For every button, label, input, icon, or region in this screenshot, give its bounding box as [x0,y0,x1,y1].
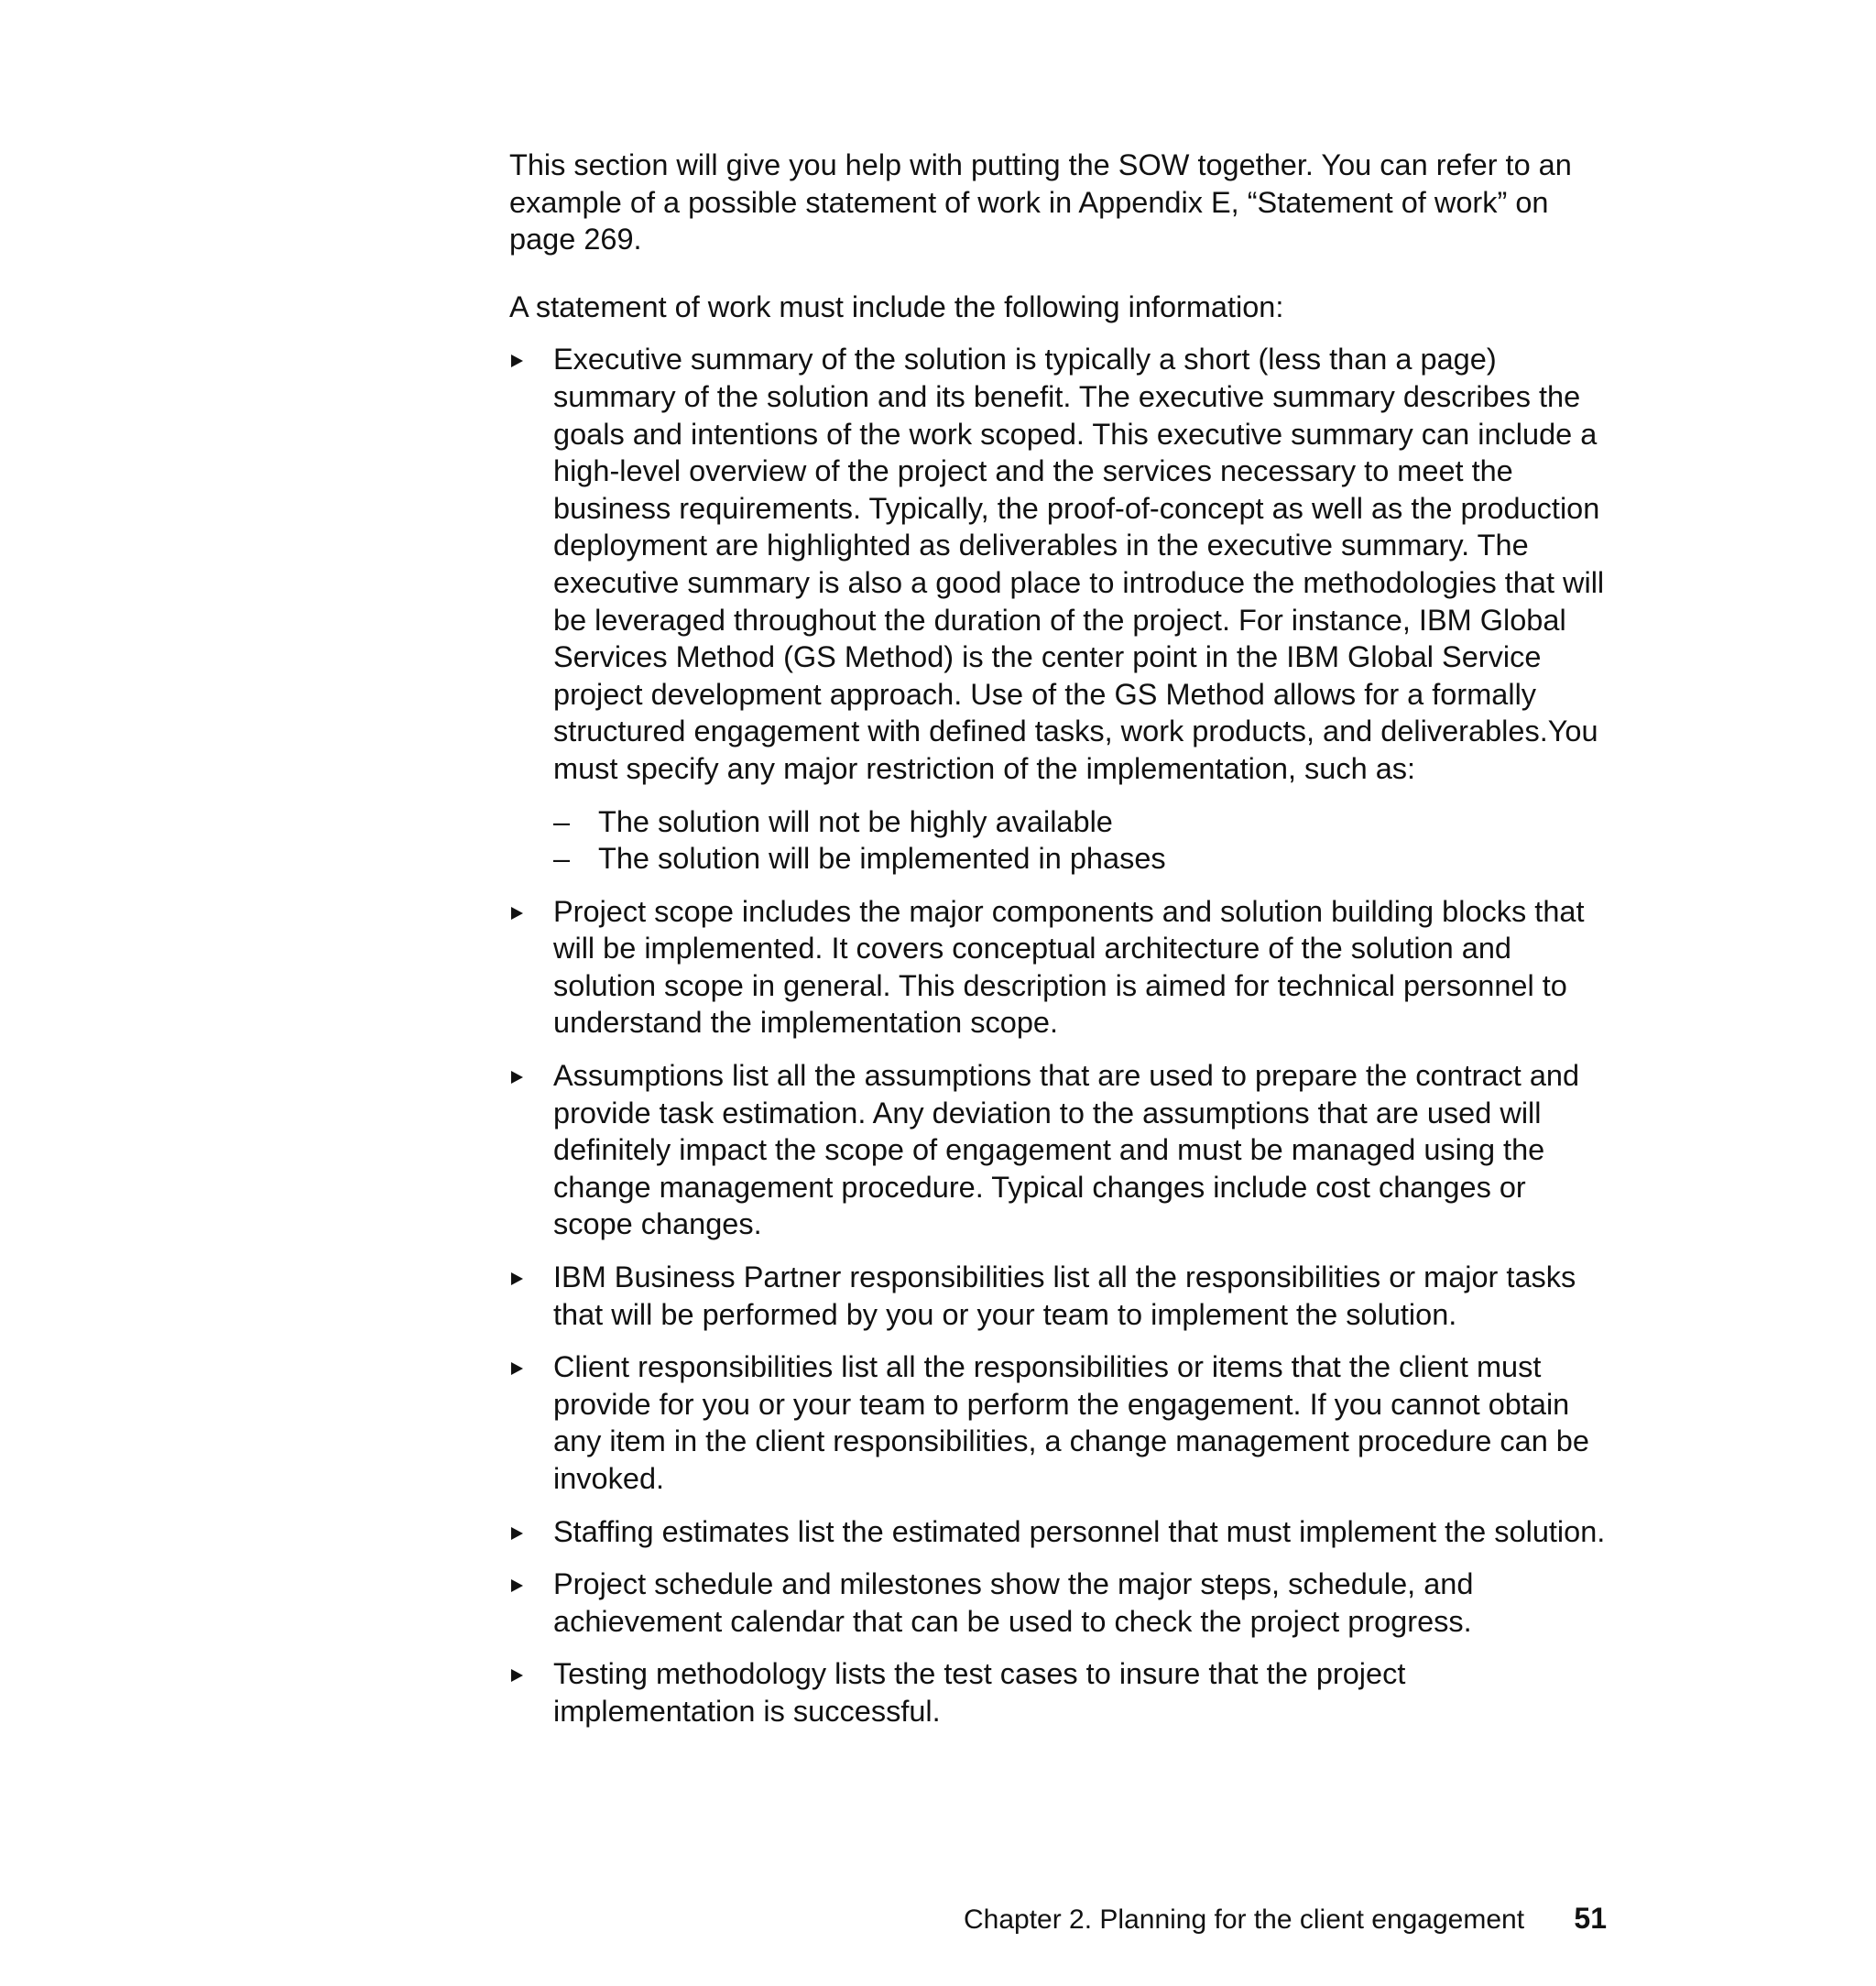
list-item-text: Project schedule and milestones show the major steps, schedule, and achievement calendar that can be used to check the project progress. [553,1567,1474,1638]
list-item-text: IBM Business Partner responsibilities list all the responsibilities or major tasks that will be performed by you or your team to implement the solution. [553,1260,1576,1331]
page-body [509,147,1609,1746]
list-item-assumptions [509,1057,1609,1243]
triangle-bullet-icon [511,1362,523,1375]
list-item-text: Testing methodology lists the test cases to insure that the project implementation is successful. [553,1657,1406,1728]
triangle-bullet-icon [511,907,523,920]
list-item-text: Staffing estimates list the estimated personnel that must implement the solution. [553,1514,1606,1548]
dash-marker: – [553,804,571,838]
list-item-executive-summary [509,341,1609,877]
triangle-bullet-icon [511,1071,523,1084]
intro-paragraph: This section will give you help with putting the SOW together. You can refer to an example of a possible statement of work in Appendix E, “Statement of work” on page 269. [509,148,1572,256]
list-item-project-schedule [509,1566,1609,1640]
list-item-partner-responsibilities [509,1259,1609,1333]
sow-contents-list [509,341,1609,1730]
list-item-text: Executive summary of the solution is typically a short (less than a page) summary of the solution and its benefit. The executive summary describes the goals and intentions of the work scoped. This executive summary can include a high-level overview of the project and the services necessary to meet the business requirements. Typically, the proof-of-concept as well as the production deployment are highlighted as deliverables in the executive summary. The executive summary is also a good place to introduce the methodologies that will be leveraged throughout the duration of the project. For instance, IBM Global Services Method (GS Method) is the center point in the IBM Global Service project development approach. Use of the GS Method allows for a formally structured engagement with defined tasks, work products, and deliverables.You must specify any major restriction of the implementation, such as: [553,343,1605,785]
sublist-item-text: The solution will be implemented in phases [598,842,1166,876]
triangle-bullet-icon [511,1527,523,1540]
triangle-bullet-icon [511,1272,523,1285]
list-item-client-responsibilities [509,1348,1609,1497]
triangle-bullet-icon [511,1669,523,1682]
list-item-staffing-estimates [509,1513,1609,1551]
page-number: 51 [1574,1902,1607,1935]
sublist-item [553,803,1609,841]
list-item-text: Project scope includes the major components and solution building blocks that will be implemented. It covers conceptual architecture of the solution and solution scope in general. This description is aimed for technical personnel to understand the implementation scope. [553,894,1585,1040]
page-footer [964,1900,1607,1938]
list-item-project-scope [509,893,1609,1042]
list-item-text: Client responsibilities list all the responsibilities or items that the client must provide for you or your team to perform the engagement. If you cannot obtain any item in the client responsibilities, a change management procedure can be invoked. [553,1350,1589,1495]
dash-marker: – [553,842,571,876]
triangle-bullet-icon [511,355,523,367]
sublist-item-text: The solution will not be highly available [598,804,1113,838]
list-item-text: Assumptions list all the assumptions that are used to prepare the contract and provide task estimation. Any deviation to the assumptions that are used will definitely impact the scope of engagement and must be managed using the change management procedure. Typical changes include cost changes or scope changes. [553,1059,1580,1241]
list-item-testing-methodology [509,1655,1609,1730]
triangle-bullet-icon [511,1579,523,1592]
chapter-title: Chapter 2. Planning for the client engagement [963,1904,1525,1935]
sublist-item [553,840,1609,878]
list-lead-paragraph: A statement of work must include the following information: [509,289,1284,323]
restriction-sublist [553,803,1609,878]
